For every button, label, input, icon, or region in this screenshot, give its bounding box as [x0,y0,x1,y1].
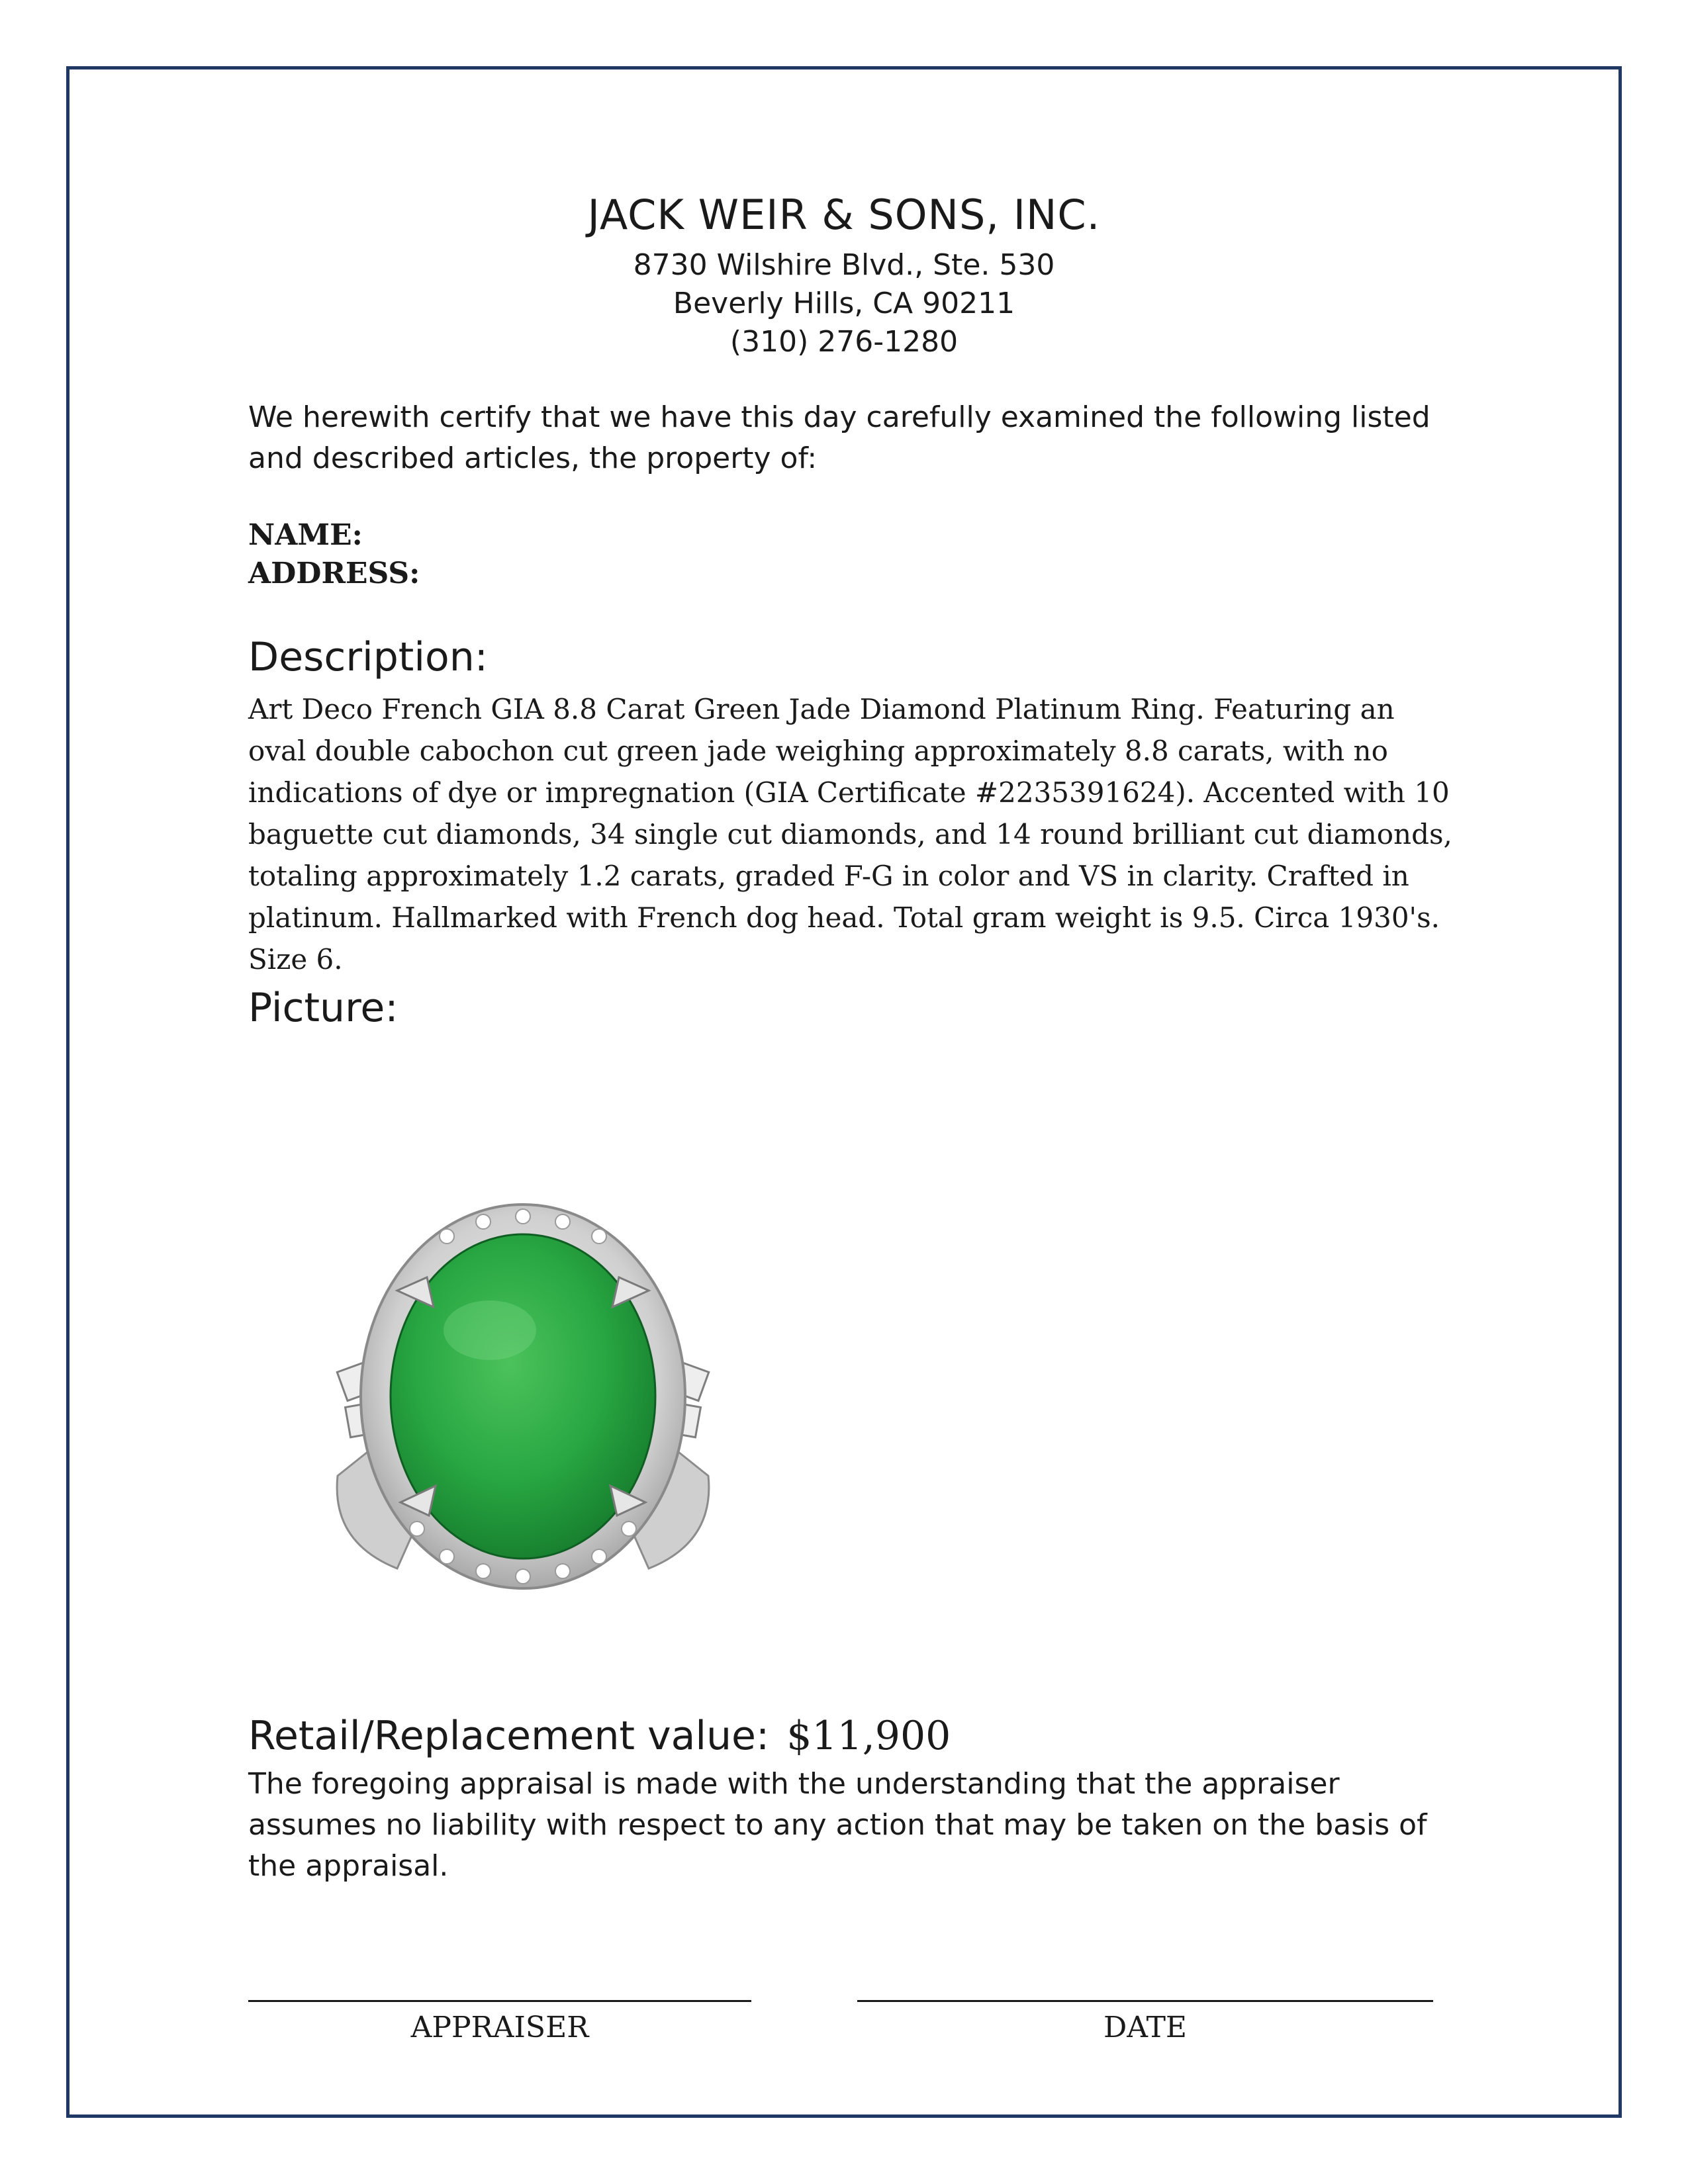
jade-ring-image [318,1198,728,1621]
picture-heading: Picture: [248,985,399,1031]
description-heading: Description: [248,634,488,680]
valuation-label: Retail/Replacement value: [248,1713,770,1759]
certification-statement: We herewith certify that we have this day carefully examined the following listed and described articles, the property of: [248,400,1430,475]
company-city: Beverly Hills, CA 90211 [673,287,1015,320]
date-signature-line [857,2000,1433,2002]
address-label: ADDRESS: [248,557,420,590]
description-body: Art Deco French GIA 8.8 Carat Green Jade Diamond Platinum Ring. Featuring an oval double cabochon cut green jade weighing approximately 8.8 carats, with no indications of dye or impregnation (GIA Certificate #2235391624). Accented with 10 baguette cut diamonds, 34 single cut diamonds, and 14 round brilliant cut diamonds, totaling approximately 1.2 carats, graded F-G in color and VS in clarity. Crafted in platinum. Hallmarked with French dog head. Total gram weight is 9.5. Circa 1930's. Size 6. [248,693,1452,976]
disclaimer-text: The foregoing appraisal is made with the understanding that the appraiser assumes no liability with respect to any action that may be taken on the basis of the appraisal. [248,1767,1427,1883]
appraiser-signature-line [248,2000,751,2002]
company-street: 8730 Wilshire Blvd., Ste. 530 [633,248,1055,282]
valuation-amount: $11,900 [786,1713,951,1759]
date-label: DATE [1103,2011,1188,2044]
appraiser-label: APPRAISER [410,2011,589,2044]
valuation-line [248,1711,951,1761]
company-name: JACK WEIR & SONS, INC. [587,191,1101,239]
name-label: NAME: [248,518,363,552]
company-phone: (310) 276-1280 [729,325,959,359]
